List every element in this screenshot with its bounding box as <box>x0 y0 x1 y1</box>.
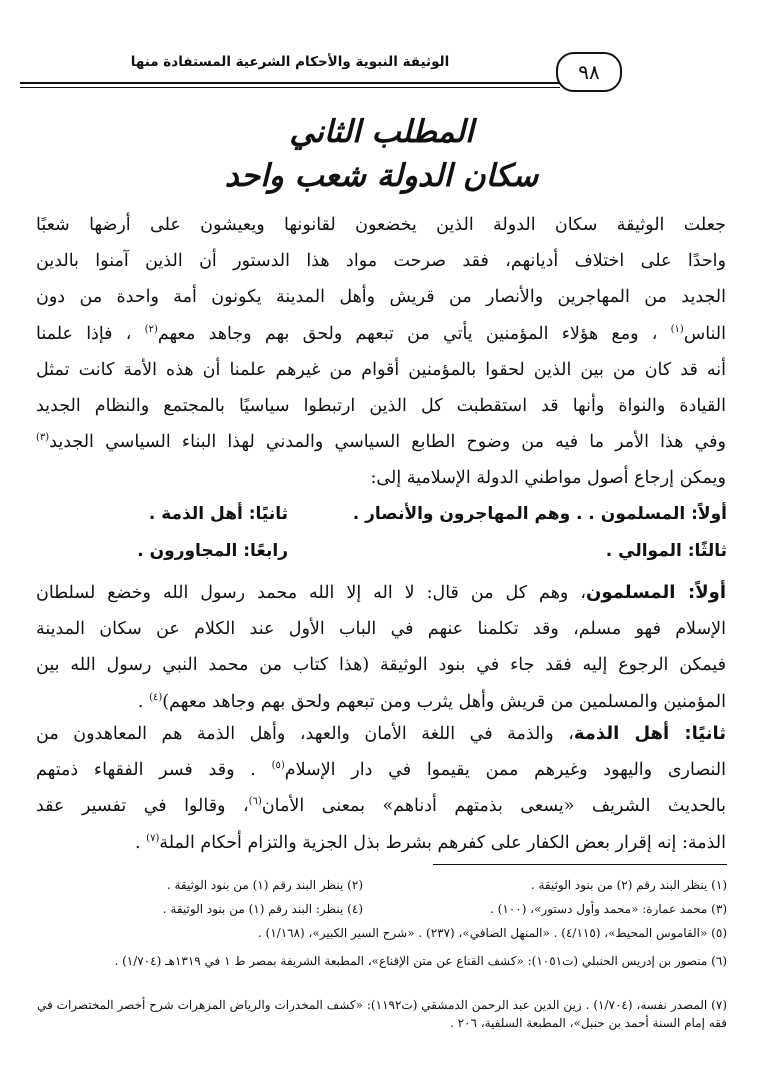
text-line <box>36 752 726 788</box>
text-fragment: الذمة: إنه إقرار بعض الكفار على كفرهم بشرط بذل الجزية والتزام أحكام الملة <box>159 832 726 853</box>
footnote-ref: (٦) <box>248 796 262 808</box>
footnote-ref: (١) <box>670 323 684 335</box>
text-line: الجديد من المهاجرين والأنصار من قريش وأهل المدينة يكونون أمة واحدة من دون <box>36 287 726 308</box>
text-line: ويمكن إرجاع أصول مواطني الدولة الإسلامية إلى: <box>370 468 726 489</box>
section-title: المطلب الثاني <box>289 114 474 150</box>
footnote-ref: (٢) <box>144 323 158 335</box>
paragraph-dhimmis <box>36 716 726 861</box>
running-header <box>20 52 560 92</box>
page-number: ٩٨ <box>556 52 622 92</box>
text-fragment: الناس <box>683 323 726 344</box>
paragraph-muslims <box>36 575 726 720</box>
text-line <box>36 788 726 824</box>
text-line: الإسلام فهو مسلم، وقد تكلمنا عنهم في الباب الأول عند الكلام عن سكان المدينة <box>36 619 726 640</box>
text-line: القيادة والنواة وأنها قد استقطبت كل الذين ارتبطوا سياسيًا بالمجتمع والنظام الجديد <box>36 396 726 417</box>
category-neighbors: رابعًا: المجاورون . <box>137 541 288 561</box>
text-fragment: . وقد فسر الفقهاء ذمتهم <box>36 760 272 781</box>
category-muslims: أولاً: المسلمون . . وهم المهاجرون والأنصار . <box>352 504 727 524</box>
text-line: أنه قد كان من بين الذين لحقوا بالمؤمنين أقوام من غيرهم علمنا أن هذه الأمة كانت تمثل <box>36 359 726 380</box>
text-fragment: ، وهم كل من قال: لا اله إلا الله محمد رسول الله وخضع لسلطان <box>36 583 586 603</box>
text-fragment: . <box>137 691 150 712</box>
paragraph-lead: ثانيًا: أهل الذمة <box>573 723 727 744</box>
category-mawali: ثالثًا: الموالي . <box>605 541 727 561</box>
text-fragment: النصارى واليهود وغيرهم ممن يقيموا في دار الإسلام <box>284 760 726 781</box>
text-fragment: ، وقالوا في تفسير عقد <box>36 796 249 817</box>
text-fragment: المؤمنين والمسلمين من قريش وأهل يثرب ومن تبعهم ولحق بهم وجاهد معهم) <box>162 691 726 712</box>
header-rule-thick <box>20 82 560 84</box>
text-fragment: بالحديث الشريف «يسعى بذمتهم أدناهم» بمعنى الأمان <box>261 796 726 817</box>
footnote-5: (٥) «القاموس المحيط»، (٤/١١٥) . «المنهل الصافي»، (٢٣٧) . «شرح السير الكبير»، (١/١٦٨) . <box>257 926 727 940</box>
text-line: واحدًا على اختلاف أديانهم، فقد صرحت مواد هذا الدستور أن الذين آمنوا بالدين <box>36 251 726 272</box>
text-line <box>36 424 726 460</box>
footnote-ref: (٣) <box>36 432 50 444</box>
text-fragment: ، فإذا علمنا <box>36 323 132 344</box>
text-fragment: ، ومع هؤلاء المؤمنين يأتي من تبعهم ولحق بهم وجاهد معهم <box>157 323 658 344</box>
paragraph-lead: أولاً: المسلمون <box>586 582 726 603</box>
text-line <box>36 316 726 352</box>
section-subtitle: سكان الدولة شعب واحد <box>224 158 539 194</box>
text-line <box>36 684 726 720</box>
text-fragment: وفي هذا الأمر ما فيه من وضوح الطابع السياسي والمدني لهذا البناء السياسي الجديد <box>49 432 726 453</box>
text-line <box>36 825 726 861</box>
text-line <box>36 716 726 752</box>
header-rule-thin <box>20 87 560 88</box>
footnote-ref: (٧) <box>146 832 160 844</box>
footnote-3: (٣) محمد عمارة: «محمد وأول دستور»، (١٠٠) . <box>490 902 727 916</box>
category-dhimmis: ثانيًا: أهل الذمة . <box>148 504 288 524</box>
text-line: فيمكن الرجوع إليه فقد جاء في بنود الوثيقة (هذا كتاب من محمد النبي رسول الله بين <box>36 655 726 676</box>
footnote-7: (٧) المصدر نفسه، (١/٧٠٤) . زين الدين عبد الرحمن الدمشقي (ت١١٩٢): «كشف المخدرات والرياض المزهرات شرح أخصر المختصرات في فقه إمام السنة أحمد بن حنبل»، المطبعة السلفية، ٢٠٦ . <box>37 998 727 1030</box>
footnote-ref: (٤) <box>149 691 163 703</box>
footnote-1: (١) ينظر البند رقم (٢) من بنود الوثيقة . <box>530 878 727 892</box>
footnote-4: (٤) ينظر: البند رقم (١) من بنود الوثيقة . <box>162 902 363 916</box>
footnote-6: (٦) منصور بن إدريس الحنبلي (ت١٠٥١): «كشف القناع عن متن الإقناع»، المطبعة الشريفة بمصر ط ١ في ١٣١٩هـ (١/٧٠٤) . <box>114 954 727 968</box>
text-line: جعلت الوثيقة سكان الدولة الذين يخضعون لقانونها ويعيشون على أرضها شعبًا <box>36 215 726 235</box>
running-title: الوثيقة النبوية والأحكام الشرعية المستفادة منها <box>130 54 450 70</box>
text-fragment: . <box>135 832 147 853</box>
footnote-separator <box>433 864 727 865</box>
footnote-ref: (٥) <box>271 760 285 772</box>
text-line <box>36 575 726 611</box>
paragraph-intro <box>36 207 726 497</box>
text-fragment: ، والذمة في اللغة الأمان والعهد، وأهل الذمة هم المعاهدون من <box>36 724 574 744</box>
footnote-2: (٢) ينظر البند رقم (١) من بنود الوثيقة . <box>166 878 363 892</box>
